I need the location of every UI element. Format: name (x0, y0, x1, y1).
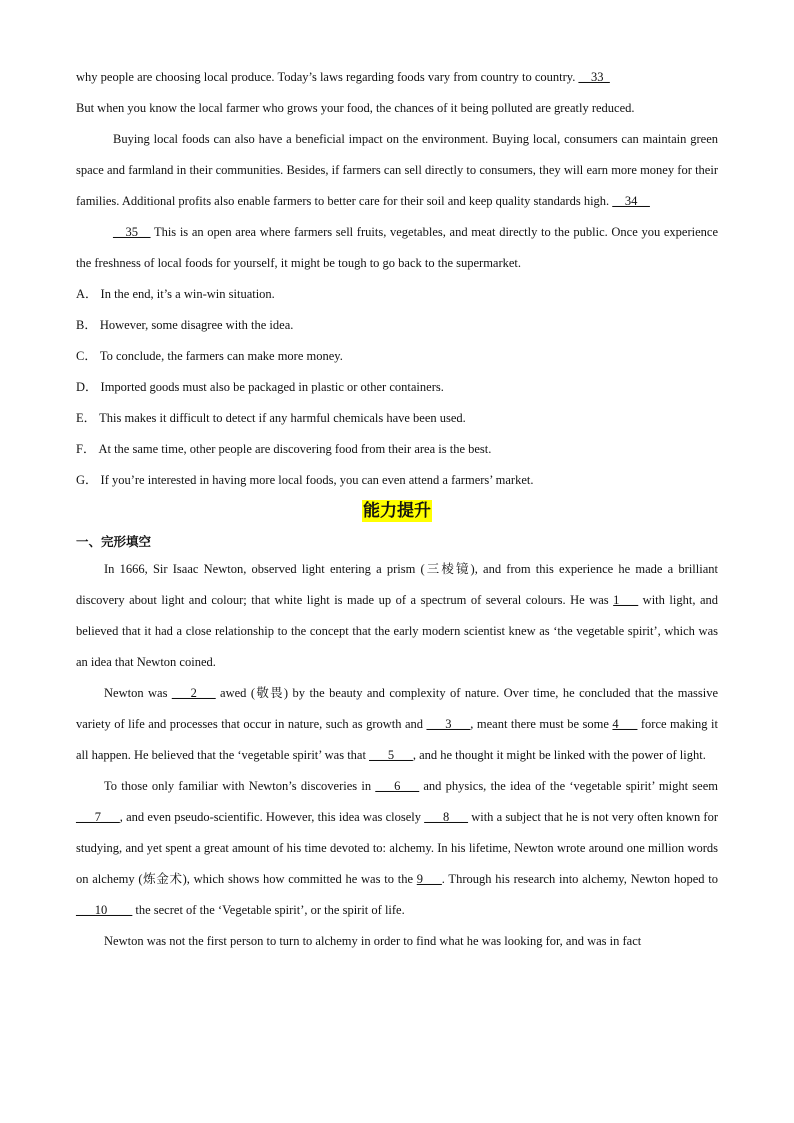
section-heading-wrap (76, 496, 718, 530)
cloze-blank-2[interactable]: ___2___ (171, 686, 216, 700)
passage-paragraph-1: why people are choosing local produce. Today’s laws regarding foods vary from country to country. __33_ But when you know the local farmer who grows your food, the chances of it being polluted are greatly reduced. (76, 70, 635, 115)
cloze-paragraph-3: To those only familiar with Newton’s discoveries in ___6___ and physics, the idea of the ‘vegetable spirit’ might seem ___7___, and even pseudo-scientific. However, this idea was closely ___8___ with a subject that he is not very often known for studying, and yet spent a great amount of his time devoted to: alchemy. In his lifetime, Newton wrote around one million words on alchemy (炼金术), which shows how committed he was to the 9___. Through his research into alchemy, Newton hoped to ___10____ the secret of the ‘Vegetable spirit’, or the spirit of life. (76, 779, 718, 917)
section-heading: 能力提升 (363, 501, 431, 521)
answer-blank-35[interactable]: __35__ (113, 225, 151, 239)
cloze-blank-7[interactable]: ___7___ (76, 810, 120, 824)
option-c: C． To conclude, the farmers can make more money. (76, 349, 343, 363)
cloze-section-title: 一、完形填空 (76, 534, 152, 549)
option-e: E． This makes it difficult to detect if any harmful chemicals have been used. (76, 411, 466, 425)
option-g: G． If you’re interested in having more local foods, you can even attend a farmers’ market. (76, 473, 534, 487)
option-b: B． However, some disagree with the idea. (76, 318, 294, 332)
cloze-paragraph-2: Newton was ___2___ awed (敬畏) by the beauty and complexity of nature. Over time, he concluded that the massive variety of life and processes that occur in nature, such as growth and ___3___, meant there must be some 4___ force making it all happen. He believed that the ‘vegetable spirit’ was that ___5___, and he thought it might be linked with the power of light. (76, 686, 719, 762)
cloze-blank-9[interactable]: 9___ (416, 872, 442, 886)
answer-blank-33[interactable]: __33_ (578, 70, 610, 84)
cloze-paragraph-4: Newton was not the first person to turn to alchemy in order to find what he was looking for, and was in fact (104, 934, 642, 948)
option-d: D． Imported goods must also be packaged in plastic or other containers. (76, 380, 444, 394)
cloze-blank-1[interactable]: 1___ (613, 593, 639, 607)
cloze-blank-10[interactable]: ___10____ (76, 903, 133, 917)
option-f: F． At the same time, other people are discovering food from their area is the best. (76, 442, 492, 456)
cloze-blank-4[interactable]: 4___ (612, 717, 638, 731)
cloze-blank-5[interactable]: ___5___ (369, 748, 413, 762)
cloze-blank-3[interactable]: ___3___ (426, 717, 471, 731)
passage-paragraph-3: __35__ This is an open area where farmers sell fruits, vegetables, and meat directly to the public. Once you experience the freshness of local foods for yourself, it might be tough to go back to the supermarket. (76, 225, 718, 270)
cloze-blank-6[interactable]: ___6___ (375, 779, 420, 793)
option-a: A． In the end, it’s a win-win situation. (76, 287, 275, 301)
page-content (76, 62, 718, 957)
cloze-blank-8[interactable]: ___8___ (424, 810, 468, 824)
cloze-paragraph-1: In 1666, Sir Isaac Newton, observed light entering a prism (三棱镜), and from this experience he made a brilliant discovery about light and colour; that white light is made up of a spectrum of several colours. He was 1___ with light, and believed that it had a close relationship to the concept that the early modern scientist knew as ‘the vegetable spirit’, which was an idea that Newton coined. (76, 562, 718, 669)
answer-blank-34[interactable]: __34__ (612, 194, 650, 208)
passage-paragraph-2: Buying local foods can also have a beneficial impact on the environment. Buying local, consumers can maintain green space and farmland in their communities. Besides, if farmers can sell directly to consumers, they will earn more money for their families. Additional profits also enable farmers to better care for their soil and keep quality standards high. __34__ (76, 132, 718, 208)
